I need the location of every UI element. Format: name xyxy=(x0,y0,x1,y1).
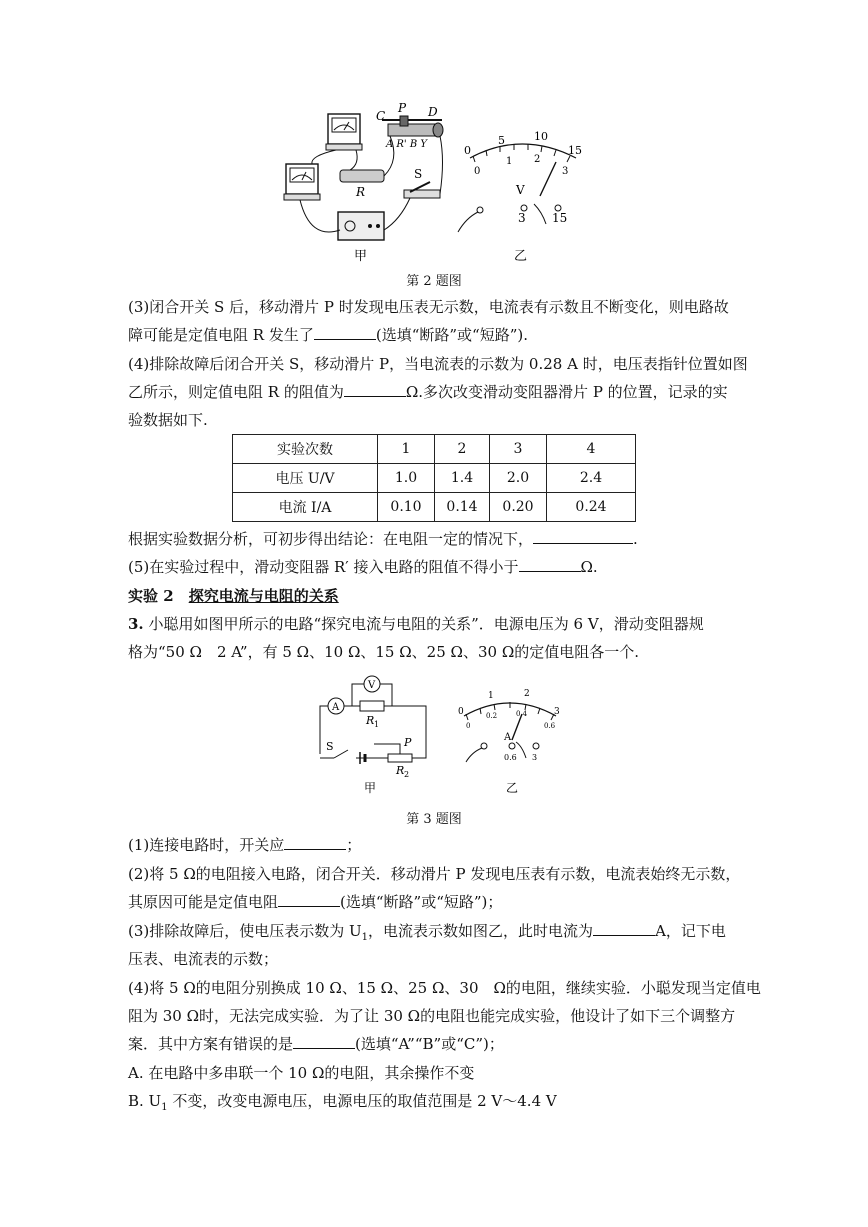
switch-icon xyxy=(404,182,440,198)
svg-text:甲: 甲 xyxy=(364,781,377,795)
answer-blank[interactable] xyxy=(519,556,581,572)
rheostat-icon xyxy=(382,116,443,137)
experiment-2-heading: 实验 2 探究电流与电阻的关系 xyxy=(128,587,339,605)
voltmeter-dial xyxy=(458,130,582,264)
battery-box-icon xyxy=(338,212,384,240)
figure-3 xyxy=(300,670,590,800)
q3-1-line: (1)连接电路时，开关应 ； xyxy=(128,836,362,854)
svg-text:3: 3 xyxy=(532,753,538,762)
option-b: B. $U_1$ 不变，改变电源电压，电源电压的取值范围是 2 V～4.4 V xyxy=(128,1092,557,1113)
answer-blank[interactable] xyxy=(314,324,376,340)
answer-blank[interactable] xyxy=(533,528,633,544)
ammeter-dial xyxy=(458,689,560,795)
q3-2-line2: 其原因可能是定值电阻 (选填“断路”或“短路”)； xyxy=(128,893,503,911)
svg-text:A: A xyxy=(504,732,512,743)
circuit-diagram xyxy=(316,676,426,795)
answer-blank[interactable] xyxy=(293,1033,355,1049)
figure-3-caption: 第 3 题图 xyxy=(406,812,462,827)
svg-text:0.2: 0.2 xyxy=(486,712,498,720)
figure-2 xyxy=(270,100,600,270)
label-s: S xyxy=(414,167,423,181)
resistor-r1-icon xyxy=(360,701,384,711)
q3-4-line1: (4)将 5 Ω的电阻分别换成 10 Ω、15 Ω、25 Ω、30 Ω的电阻，继续实验．小聪发现当定值电 xyxy=(128,979,761,997)
dial-unit-v: V xyxy=(516,183,525,197)
q3-2-line1: (2)将 5 Ω的电阻接入电路，闭合开关．移动滑片 P 发现电压表有示数，电流表始终无示数， xyxy=(128,865,741,883)
q2-4-line3: 验数据如下. xyxy=(128,411,208,429)
svg-text:R: R xyxy=(396,764,405,777)
table-row: 电流 I/A 0.10 0.14 0.20 0.24 xyxy=(233,493,636,522)
dial-top-10: 10 xyxy=(534,130,548,143)
svg-text:0.6: 0.6 xyxy=(544,722,556,730)
svg-text:0.4: 0.4 xyxy=(516,710,528,718)
dial-bottom-1: 1 xyxy=(506,156,513,167)
label-r: R xyxy=(356,185,366,199)
terminal-3: 3 xyxy=(518,211,526,225)
dial-bottom-2: 2 xyxy=(534,154,541,165)
q3-line1: 3. 小聪用如图甲所示的电路“探究电流与电阻的关系”．电源电压为 6 V，滑动变阻器规 xyxy=(128,615,704,633)
svg-text:R: R xyxy=(366,714,375,727)
conclusion-line: 根据实验数据分析，可初步得出结论：在电阻一定的情况下， . xyxy=(128,530,638,548)
q2-3-line2: 障可能是定值电阻 R 发生了 (选填“断路”或“短路”). xyxy=(128,326,528,344)
q3-4-line3: 案．其中方案有错误的是 (选填“A”“B”或“C”)； xyxy=(128,1035,504,1053)
resistor-icon xyxy=(340,170,384,182)
label-arby: A R' B Y xyxy=(386,139,427,150)
dial-bottom-0: 0 xyxy=(474,166,481,177)
dial-top-15: 15 xyxy=(568,144,582,157)
svg-text:P: P xyxy=(404,736,412,749)
svg-text:乙: 乙 xyxy=(506,781,519,795)
experiment-data-table xyxy=(232,434,636,522)
q2-4-line2: 乙所示，则定值电阻 R 的阻值为 Ω.多次改变滑动变阻器滑片 P 的位置，记录的实 xyxy=(128,383,728,401)
q3-line2: 格为“50 Ω 2 A”，有 5 Ω、10 Ω、15 Ω、25 Ω、30 Ω的定值电阻各一个. xyxy=(128,643,640,661)
svg-text:0: 0 xyxy=(466,722,471,730)
answer-blank[interactable] xyxy=(593,920,655,936)
ammeter-icon xyxy=(326,114,362,150)
table-row: 电压 U/V 1.0 1.4 2.0 2.4 xyxy=(233,464,636,493)
q2-5-line: (5)在实验过程中，滑动变阻器 R′ 接入电路的阻值不得小于 Ω. xyxy=(128,558,598,576)
svg-text:0: 0 xyxy=(458,707,464,717)
terminal-15: 15 xyxy=(552,211,568,225)
option-a: A. 在电路中多串联一个 10 Ω的电阻，其余操作不变 xyxy=(128,1064,475,1082)
svg-text:2: 2 xyxy=(524,689,530,699)
answer-blank[interactable] xyxy=(284,834,346,850)
svg-text:3: 3 xyxy=(554,707,560,717)
svg-text:S: S xyxy=(326,740,334,753)
svg-text:V: V xyxy=(368,680,376,691)
rheostat-r2-icon xyxy=(388,754,412,762)
label-jia: 甲 xyxy=(354,249,368,264)
label-d: D xyxy=(428,105,438,119)
table-row: 实验次数 1 2 3 4 xyxy=(233,435,636,464)
dial-top-0: 0 xyxy=(464,144,471,157)
voltmeter-icon xyxy=(284,164,320,200)
q3-3-line2: 压表、电流表的示数； xyxy=(128,950,279,968)
svg-text:1: 1 xyxy=(488,691,494,701)
svg-text:A: A xyxy=(332,702,340,713)
answer-blank[interactable] xyxy=(344,381,406,397)
dial-bottom-3: 3 xyxy=(562,166,569,177)
q3-4-line2: 阻为 30 Ω时，无法完成实验．为了让 30 Ω的电阻也能完成实验，他设计了如下三个调整方 xyxy=(128,1007,736,1025)
svg-text:1: 1 xyxy=(374,720,380,729)
label-c: C xyxy=(376,109,386,123)
svg-text:0.6: 0.6 xyxy=(504,753,517,762)
figure-2-caption: 第 2 题图 xyxy=(406,274,462,289)
svg-text:2: 2 xyxy=(404,770,410,779)
q2-4-line1: (4)排除故障后闭合开关 S，移动滑片 P，当电流表的示数为 0.28 A 时，电压表指针位置如图 xyxy=(128,355,748,373)
label-p: P xyxy=(398,101,407,115)
label-yi: 乙 xyxy=(514,249,528,264)
q3-3-line1: (3)排除故障后，使电压表示数为 $U_1$，电流表示数如图乙，此时电流为 A，记下电 xyxy=(128,922,726,943)
dial-top-5: 5 xyxy=(498,134,505,147)
q2-3-line1: (3)闭合开关 S 后，移动滑片 P 时发现电压表无示数，电流表有示数且不断变化，则电路故 xyxy=(128,298,729,316)
answer-blank[interactable] xyxy=(278,891,340,907)
